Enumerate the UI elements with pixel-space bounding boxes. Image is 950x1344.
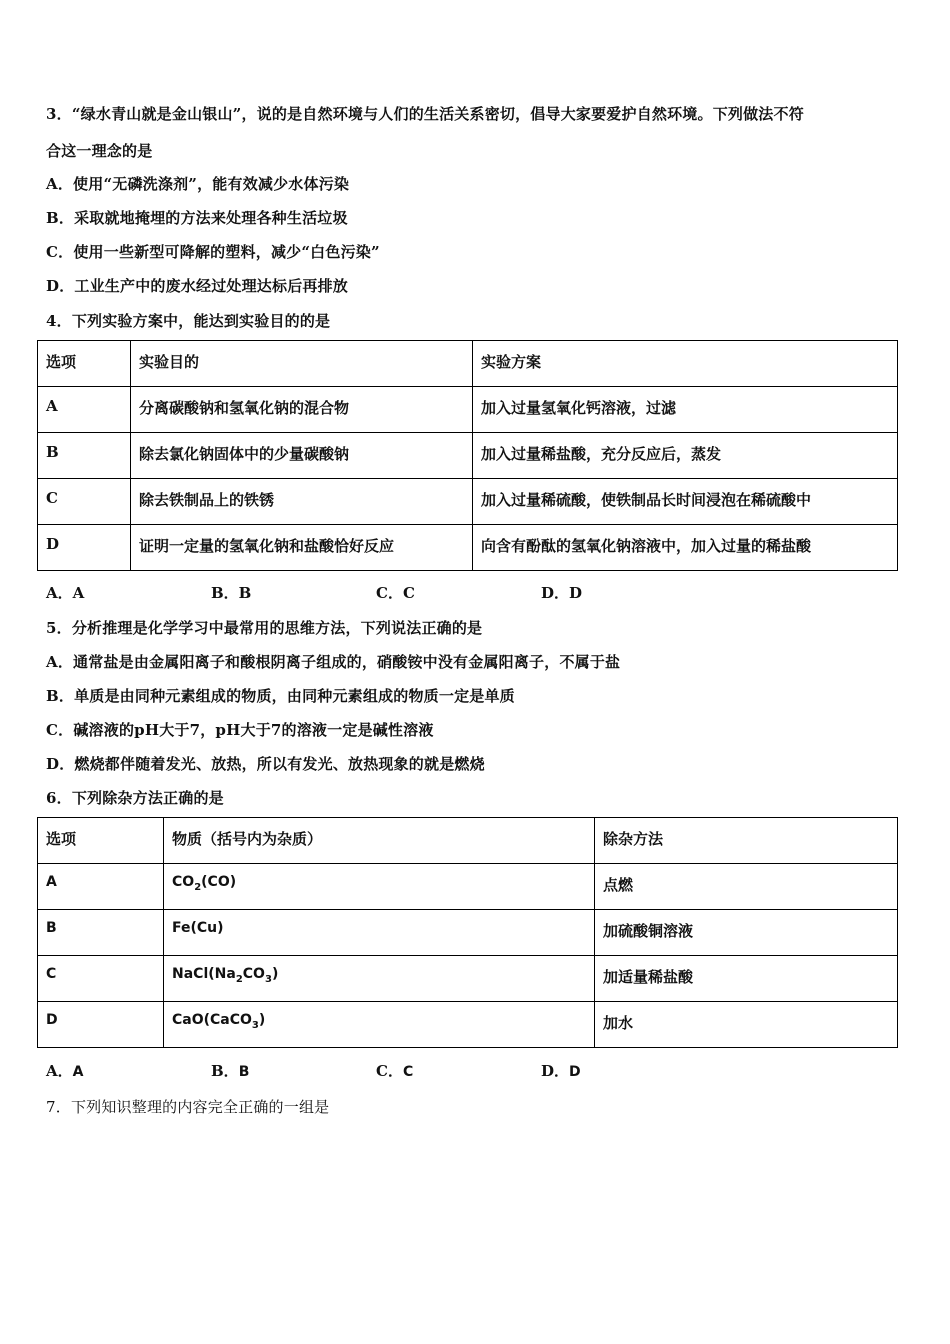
answer-option-c: C．C xyxy=(376,584,415,602)
header-cell: 选项 xyxy=(38,341,131,387)
q4-table xyxy=(37,340,898,571)
table-header-row xyxy=(38,818,898,864)
header-cell: 实验方案 xyxy=(473,341,898,387)
table-row xyxy=(38,525,898,571)
table-cell: 向含有酚酞的氢氧化钠溶液中，加入过量的稀盐酸 xyxy=(473,525,898,571)
q3-option-b: B．采取就地掩埋的方法来处理各种生活垃圾 xyxy=(46,209,348,227)
q5-option-c: C．碱溶液的pH大于7，pH大于7的溶液一定是碱性溶液 xyxy=(46,721,434,739)
table-cell: D xyxy=(38,525,131,571)
header-cell: 选项 xyxy=(38,818,164,864)
table-cell: 除去铁制品上的铁锈 xyxy=(131,479,473,525)
table-cell: C xyxy=(38,479,131,525)
table-row xyxy=(38,479,898,525)
q5-option-d: D．燃烧都伴随着发光、放热，所以有发光、放热现象的就是燃烧 xyxy=(46,755,485,773)
table-cell: B xyxy=(38,910,164,956)
answer-option-a: A．A xyxy=(46,1062,84,1080)
table-cell: 加水 xyxy=(595,1002,898,1048)
table-cell: B xyxy=(38,433,131,479)
table-cell: 加入过量氢氧化钙溶液，过滤 xyxy=(473,387,898,433)
table-header-row xyxy=(38,341,898,387)
q6-stem: 6．下列除杂方法正确的是 xyxy=(46,789,224,807)
table-row xyxy=(38,1002,898,1048)
table-cell: A xyxy=(38,387,131,433)
table-cell: A xyxy=(38,864,164,910)
q5-option-a: A．通常盐是由金属阳离子和酸根阴离子组成的，硝酸铵中没有金属阳离子，不属于盐 xyxy=(46,653,621,671)
answer-option-d: D．D xyxy=(541,584,583,602)
substance-formula: Fe(Cu) xyxy=(164,910,595,956)
table-cell: 加入过量稀盐酸，充分反应后，蒸发 xyxy=(473,433,898,479)
q3-stem-line1: 3．“绿水青山就是金山银山”，说的是自然环境与人们的生活关系密切，倡导大家要爱护自然环境。下列做法不符 xyxy=(46,105,804,123)
substance-formula: $CO_2(CO)$ xyxy=(164,864,595,910)
answer-option-b: B．B xyxy=(211,584,252,602)
q4-answer-options xyxy=(46,582,706,603)
table-cell: 除去氯化钠固体中的少量碳酸钠 xyxy=(131,433,473,479)
table-row xyxy=(38,956,898,1002)
answer-option-a: A．A xyxy=(46,584,85,602)
q6-table xyxy=(37,817,898,1048)
header-cell: 物质（括号内为杂质） xyxy=(164,818,595,864)
answer-option-c: C．C xyxy=(376,1062,414,1080)
q5-option-b: B．单质是由同种元素组成的物质，由同种元素组成的物质一定是单质 xyxy=(46,687,515,705)
table-cell: 分离碳酸钠和氢氧化钠的混合物 xyxy=(131,387,473,433)
table-row xyxy=(38,433,898,479)
answer-option-d: D．D xyxy=(541,1062,581,1080)
table-row xyxy=(38,387,898,433)
q7-stem: 7．下列知识整理的内容完全正确的一组是 xyxy=(46,1098,330,1116)
substance-formula: CaO(CaCO$_3$) xyxy=(164,1002,595,1048)
q3-option-a: A．使用“无磷洗涤剂”，能有效减少水体污染 xyxy=(46,175,350,193)
q3-option-d: D．工业生产中的废水经过处理达标后再排放 xyxy=(46,277,349,295)
q4-stem: 4．下列实验方案中，能达到实验目的的是 xyxy=(46,312,331,330)
table-cell: 加入过量稀硫酸，使铁制品长时间浸泡在稀硫酸中 xyxy=(473,479,898,525)
header-cell: 实验目的 xyxy=(131,341,473,387)
table-cell: D xyxy=(38,1002,164,1048)
q3-option-c: C．使用一些新型可降解的塑料，减少“白色污染” xyxy=(46,243,380,261)
q3-stem-line2: 合这一理念的是 xyxy=(46,142,153,160)
q5-stem: 5．分析推理是化学学习中最常用的思维方法，下列说法正确的是 xyxy=(46,619,483,637)
q6-answer-options xyxy=(46,1060,706,1081)
answer-option-b: B．B xyxy=(211,1062,250,1080)
substance-formula: $NaCl(Na_2CO_3)$ xyxy=(164,956,595,1002)
table-cell: 加硫酸铜溶液 xyxy=(595,910,898,956)
table-cell: 证明一定量的氢氧化钠和盐酸恰好反应 xyxy=(131,525,473,571)
table-cell: 加适量稀盐酸 xyxy=(595,956,898,1002)
table-cell: C xyxy=(38,956,164,1002)
header-cell: 除杂方法 xyxy=(595,818,898,864)
table-row xyxy=(38,910,898,956)
table-cell: 点燃 xyxy=(595,864,898,910)
table-row xyxy=(38,864,898,910)
